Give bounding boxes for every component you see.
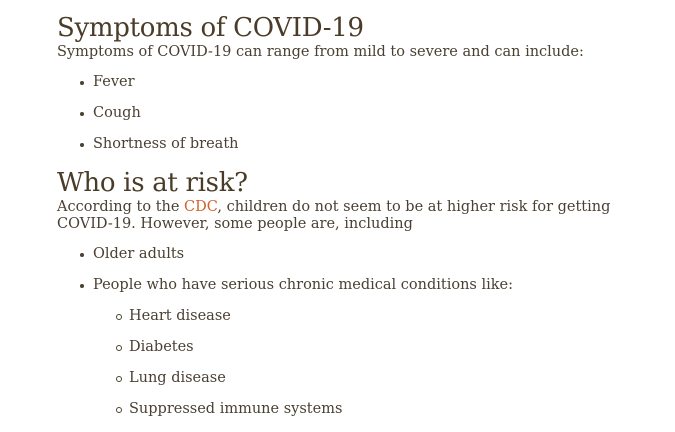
cdc-link[interactable]: CDC xyxy=(184,199,218,215)
sublist-item: Lung disease xyxy=(129,370,667,387)
list-item-label: People who have serious chronic medical conditions like: xyxy=(93,277,513,293)
risk-intro-start: According to the xyxy=(57,199,185,215)
sublist-item: Suppressed immune systems xyxy=(129,401,667,418)
symptoms-list xyxy=(57,74,667,153)
list-item: Fever xyxy=(93,74,667,91)
symptoms-heading: Symptoms of COVID-19 xyxy=(57,13,364,43)
risk-intro xyxy=(57,199,667,233)
symptoms-intro: Symptoms of COVID-19 can range from mild to severe and can include: xyxy=(57,44,584,60)
list-item: Cough xyxy=(93,105,667,122)
sublist-item: Heart disease xyxy=(129,308,667,325)
risk-heading: Who is at risk? xyxy=(57,168,248,198)
list-item-chronic-conditions xyxy=(93,277,667,418)
list-item: Shortness of breath xyxy=(93,136,667,153)
risk-intro-end: , children do not seem to be at higher risk for getting COVID-19. However, some people are, including xyxy=(57,199,611,232)
article-content xyxy=(57,12,667,432)
risk-list xyxy=(57,246,667,418)
list-item: Older adults xyxy=(93,246,667,263)
conditions-sublist xyxy=(93,308,667,418)
sublist-item: Diabetes xyxy=(129,339,667,356)
